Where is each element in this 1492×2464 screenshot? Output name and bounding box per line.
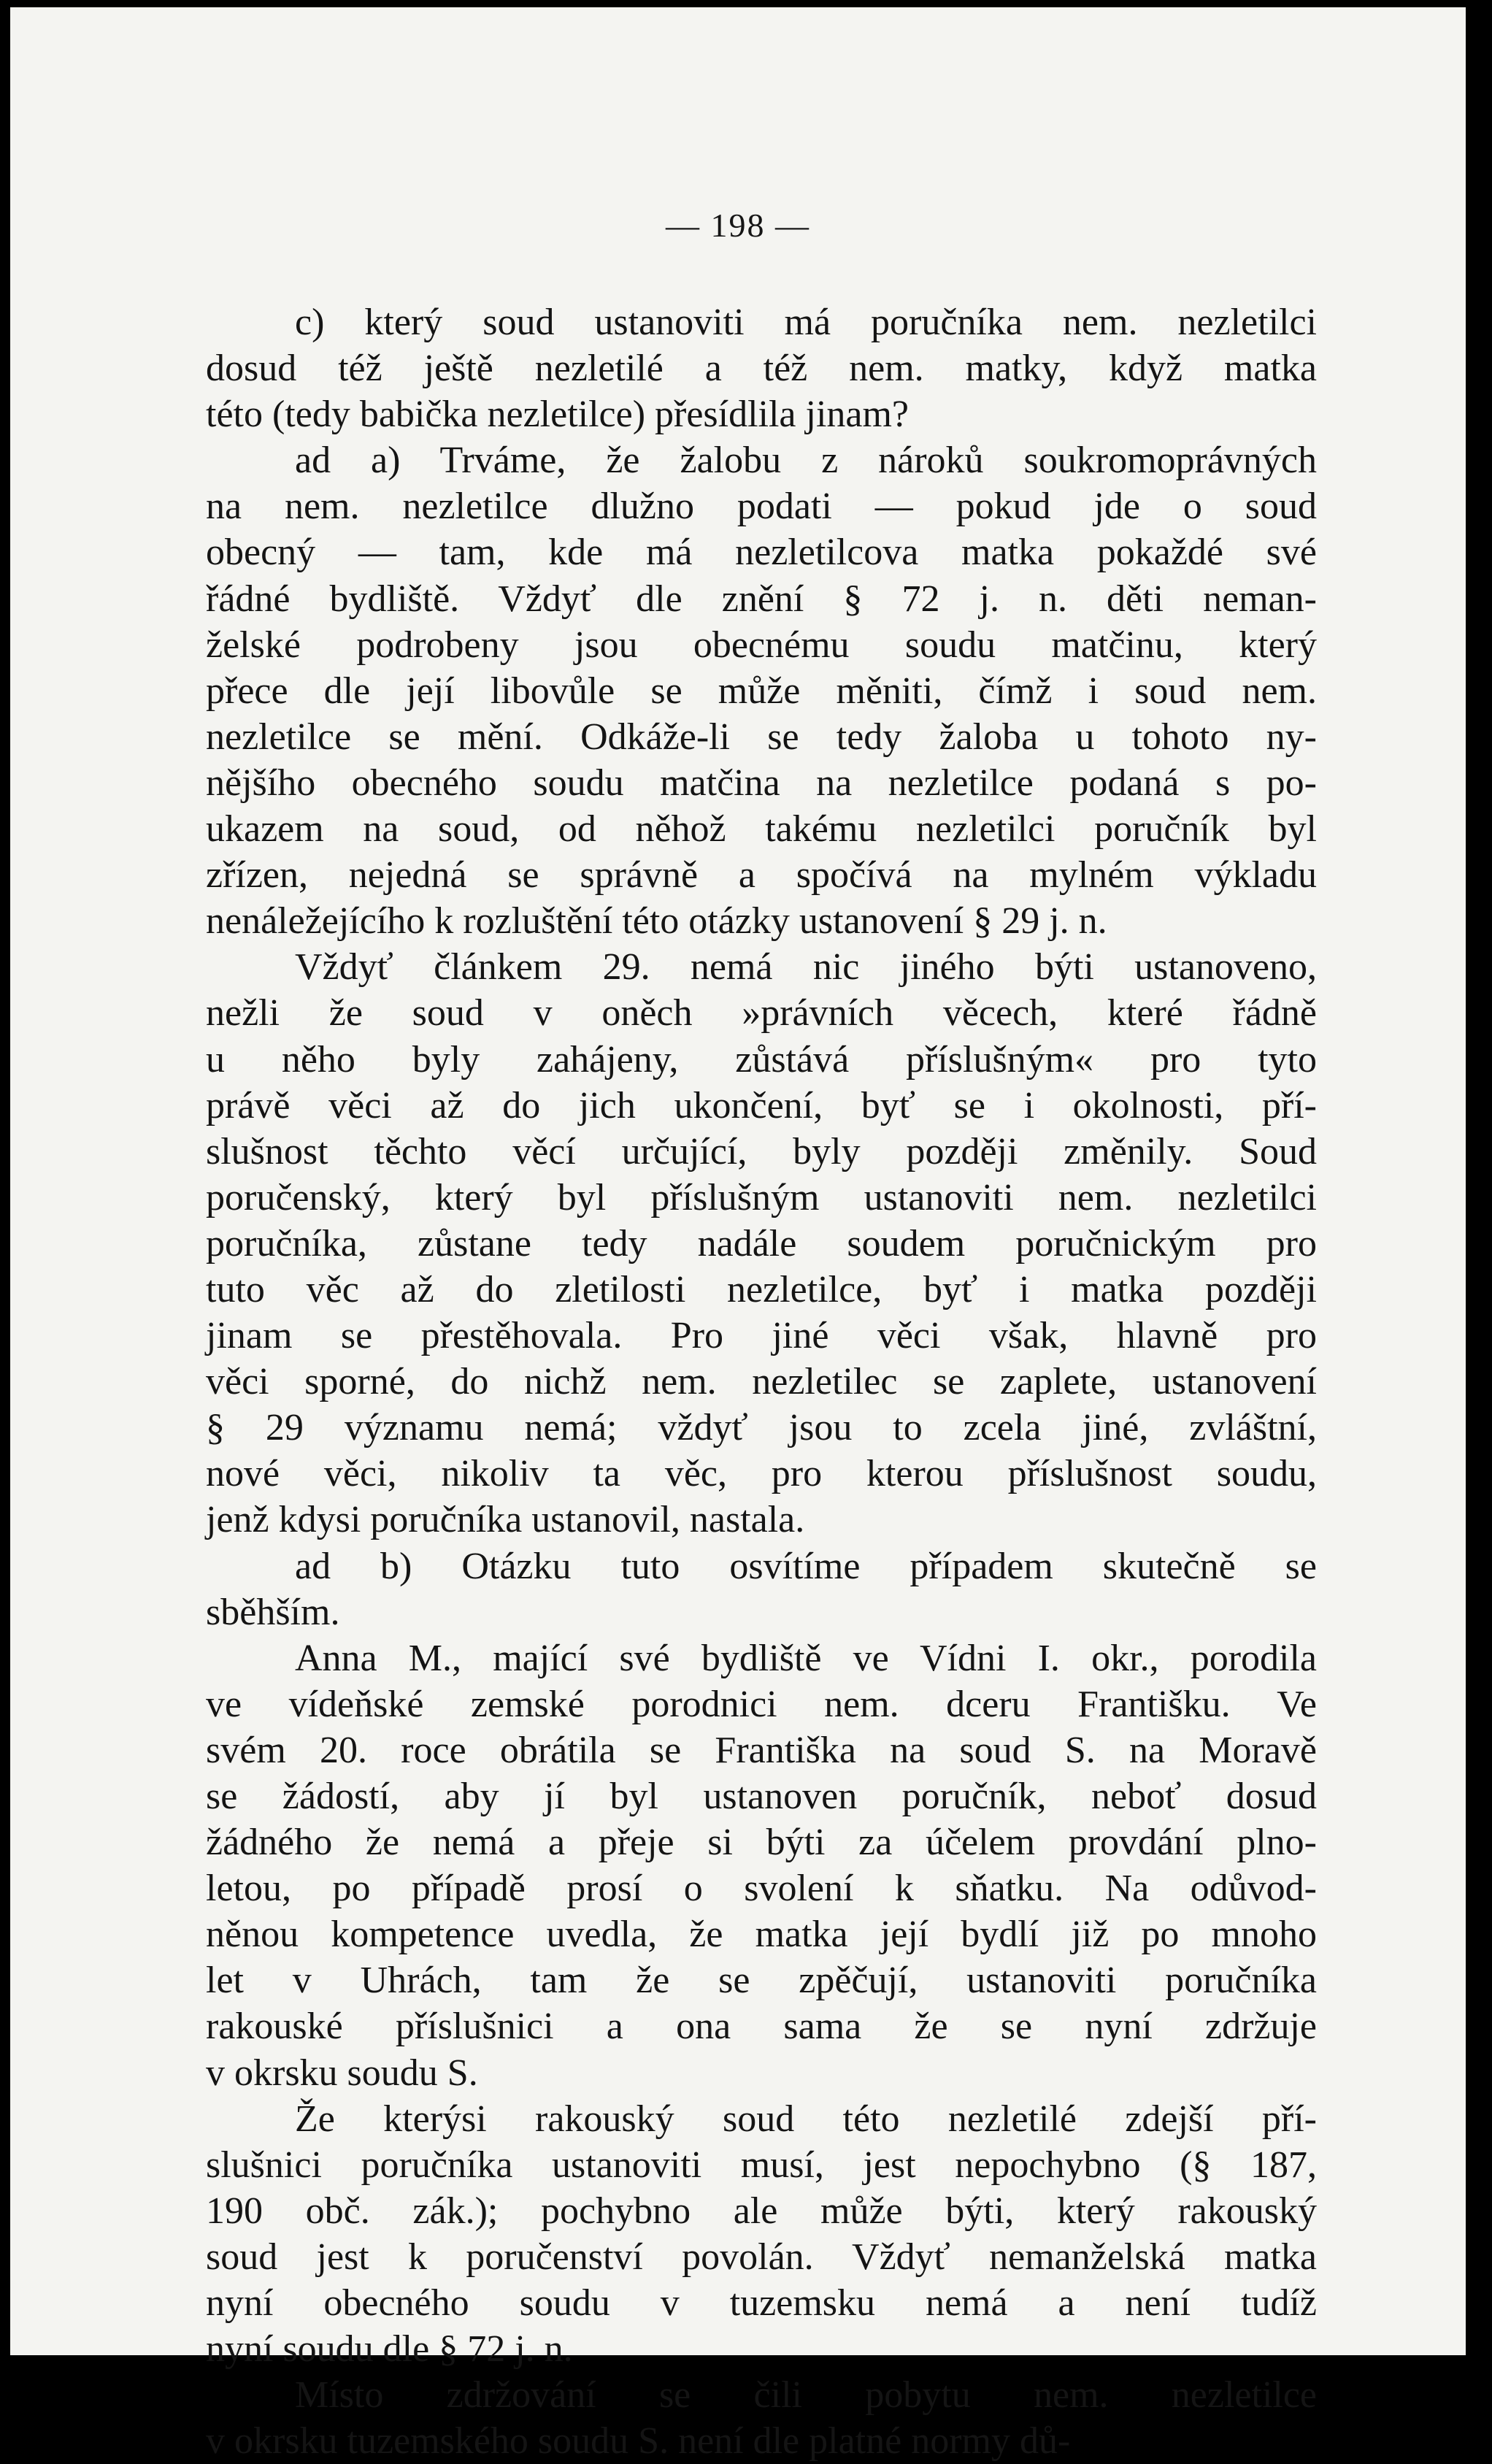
text-line: poručníka, zůstane tedy nadále soudem poručnickým pro xyxy=(206,1222,1317,1264)
text-line: jinam se přestěhovala. Pro jiné věci však, hlavně pro xyxy=(206,1315,1317,1357)
text-line: žádného že nemá a přeje si býti za účelem provdání plno- xyxy=(206,1822,1317,1864)
book-page xyxy=(10,7,1466,2463)
text-line: nenáležejícího k rozluštění této otázky ustanovení § 29 j. n. xyxy=(206,900,1107,943)
text-line: § 29 významu nemá; vždyť jsou to zcela jiné, zvláštní, xyxy=(206,1407,1317,1449)
text-line: něnou kompetence uvedla, že matka její bydlí již po mnoho xyxy=(206,1914,1317,1956)
text-line: svém 20. roce obrátila se Františka na soud S. na Moravě xyxy=(206,1729,1317,1771)
text-line: nové věci, nikoliv ta věc, pro kterou příslušnost soudu, xyxy=(206,1453,1317,1495)
text-line: obecný — tam, kde má nezletilcova matka pokaždé své xyxy=(206,531,1317,574)
text-line: nějšího obecného soudu matčina na nezletilce podaná s po- xyxy=(206,761,1317,804)
text-line: právě věci až do jich ukončení, byť se i okolnosti, pří- xyxy=(206,1084,1317,1127)
text-line: věci sporné, do nichž nem. nezletilec se zaplete, ustanovení xyxy=(206,1361,1317,1403)
text-line: tuto věc až do zletilosti nezletilce, byť i matka později xyxy=(206,1268,1317,1310)
text-line: nezletilce se mění. Odkáže-li se tedy žaloba u tohoto ny- xyxy=(206,715,1317,758)
text-line: ukazem na soud, od něhož takému nezletilci poručník byl xyxy=(206,808,1317,851)
text-line: dosud též ještě nezletilé a též nem. matky, když matka xyxy=(206,348,1317,390)
text-line: ve vídeňské zemské porodnici nem. dceru Františku. Ve xyxy=(206,1683,1317,1725)
text-line: přece dle její libovůle se může měniti, čímž i soud nem. xyxy=(206,669,1317,712)
text-line: na nem. nezletilce dlužno podati — pokud jde o soud xyxy=(206,485,1317,528)
text-line: let v Uhrách, tam že se zpěčují, ustanoviti poručníka xyxy=(206,1960,1317,2002)
text-line: nyní soudu dle § 72 j. n. xyxy=(206,2328,573,2371)
text-line: zřízen, nejedná se správně a spočívá na mylném výkladu xyxy=(206,854,1317,897)
text-line: poručenský, který byl příslušným ustanoviti nem. nezletilci xyxy=(206,1176,1317,1218)
text-line: slušnost těchto věcí určující, byly později změnily. Soud xyxy=(206,1130,1317,1172)
text-line: jenž kdysi poručníka ustanovil, nastala. xyxy=(206,1499,805,1541)
text-line: sběhším. xyxy=(206,1591,340,1633)
text-line: rakouské příslušnici a ona sama že se nyní zdržuje xyxy=(206,2006,1317,2048)
text-line: slušnici poručníka ustanoviti musí, jest nepochybno (§ 187, xyxy=(206,2143,1317,2186)
text-line: nežli že soud v oněch »právních věcech, které řádně xyxy=(206,992,1317,1035)
text-line: v okrsku tuzemského soudu S. není dle platné normy dů- xyxy=(206,2420,1071,2463)
text-line: Vždyť článkem 29. nemá nic jiného býti ustanoveno, xyxy=(295,946,1317,989)
text-line: Že kterýsi rakouský soud této nezletilé zdejší pří- xyxy=(295,2098,1317,2140)
text-line: 190 obč. zák.); pochybno ale může býti, který rakouský xyxy=(206,2189,1317,2232)
text-line: se žádostí, aby jí byl ustanoven poručník, neboť dosud xyxy=(206,1776,1317,1817)
page-number: — 198 — xyxy=(666,207,810,244)
text-line: želské podrobeny jsou obecnému soudu matčinu, který xyxy=(206,623,1317,666)
text-line: ad b) Otázku tuto osvítíme případem skutečně se xyxy=(295,1545,1317,1587)
text-line: řádné bydliště. Vždyť dle znění § 72 j. n. děti neman- xyxy=(206,577,1317,620)
text-line: v okrsku soudu S. xyxy=(206,2052,478,2094)
text-line: soud jest k poručenství povolán. Vždyť nemanželská matka xyxy=(206,2235,1317,2278)
text-line: Místo zdržování se čili pobytu nem. nezletilce xyxy=(295,2374,1317,2417)
text-line: c) který soud ustanoviti má poručníka nem. nezletilci xyxy=(295,302,1317,343)
text-line: ad a) Trváme, že žalobu z nároků soukromoprávných xyxy=(295,440,1317,482)
text-line: letou, po případě prosí o svolení k sňatku. Na odůvod- xyxy=(206,1868,1317,1910)
text-line: Anna M., mající své bydliště ve Vídni I. okr., porodila xyxy=(295,1637,1317,1679)
text-line: nyní obecného soudu v tuzemsku nemá a není tudíž xyxy=(206,2282,1317,2325)
text-line: této (tedy babička nezletilce) přesídlila jinam? xyxy=(206,394,910,436)
body-text xyxy=(206,299,1317,2464)
text-line: u něho byly zahájeny, zůstává příslušným« pro tyto xyxy=(206,1038,1317,1081)
